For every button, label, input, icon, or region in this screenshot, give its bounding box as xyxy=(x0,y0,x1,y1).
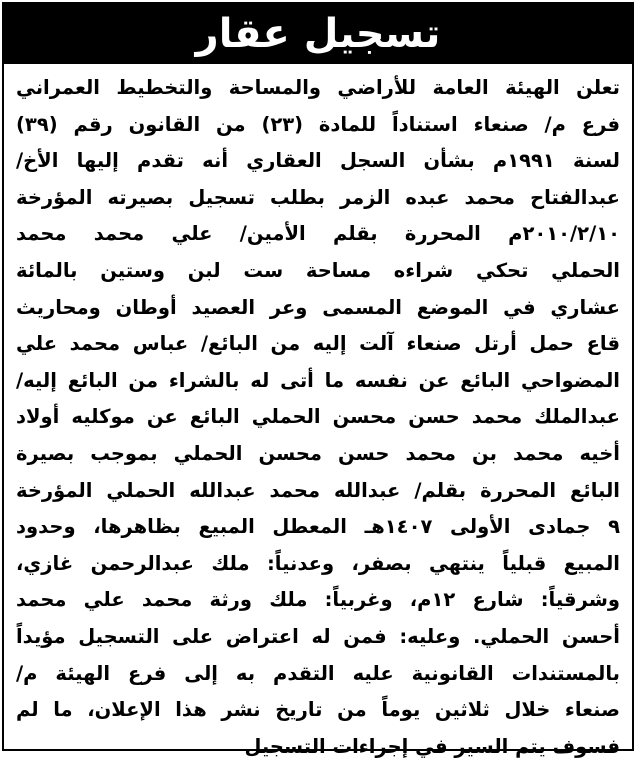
notice-line: بالمستندات القانونية عليه التقدم به إلى فرع الهيئة م/ xyxy=(16,661,620,685)
notice-line: صنعاء خلال ثلاثين يوماً من تاريخ نشر هذا الإعلان، ما لم xyxy=(16,698,620,722)
notice-line: الحملي تحكي شراءه مساحة ست لبن وستين بالمائة xyxy=(16,258,620,282)
notice-line: عبدالفتاح محمد عبده الزمر بطلب تسجيل بصيرته المؤرخة xyxy=(16,185,620,209)
notice-line: قاع حمل أرتل صنعاء آلت إليه من البائع/ عباس محمد علي xyxy=(16,332,620,356)
notice-line: أخيه محمد بن محمد حسن محسن الحملي بموجب بصيرة xyxy=(16,441,620,465)
notice-line-last: فسوف يتم السير في إجراءات التسجيل xyxy=(244,734,620,758)
notice-line: عشاري في الموضع المسمى وعر العصيد أوطان ومحاريث xyxy=(16,295,620,319)
notice-line: ٢٠١٠/٢/١٠م المحررة بقلم الأمين/ علي محمد محمد xyxy=(16,222,620,246)
notice-title-bar xyxy=(4,4,632,64)
notice-line: المضواحي البائع عن نفسه ما أتى له بالشراء من البائع إليه/ xyxy=(16,368,620,392)
notice-line: وشرقياً: شارع ١٢م، وغربياً: ملك ورثة محمد علي محمد xyxy=(16,588,620,612)
notice-line: فرع م/ صنعاء استناداً للمادة (٢٣) من القانون رقم (٣٩) xyxy=(16,112,620,136)
notice-line: البائع المحررة بقلم/ عبدالله محمد عبدالله الحملي المؤرخة xyxy=(16,478,620,502)
notice-frame xyxy=(2,2,634,758)
notice-line: عبدالملك محمد حسن محسن الحملي البائع عن موكليه أولاد xyxy=(16,405,620,429)
notice-line: المبيع قبلياً ينتهي بصفر، وعدنياً: ملك عبدالرحمن غازي، xyxy=(16,551,620,575)
notice-line: تعلن الهيئة العامة للأراضي والمساحة والتخطيط العمراني xyxy=(16,76,620,99)
notice-title: تسجيل عقار xyxy=(195,11,441,57)
notice-line: أحسن الحملي. وعليه: فمن له اعتراض على التسجيل مؤيداً xyxy=(16,624,620,648)
notice-line: لسنة ١٩٩١م بشأن السجل العقاري أنه تقدم إليها الأخ/ xyxy=(16,149,620,173)
notice-body xyxy=(16,70,620,765)
notice-line: ٩ جمادى الأولى ١٤٠٧هـ المعطل المبيع بظاهرها، وحدود xyxy=(16,515,620,539)
